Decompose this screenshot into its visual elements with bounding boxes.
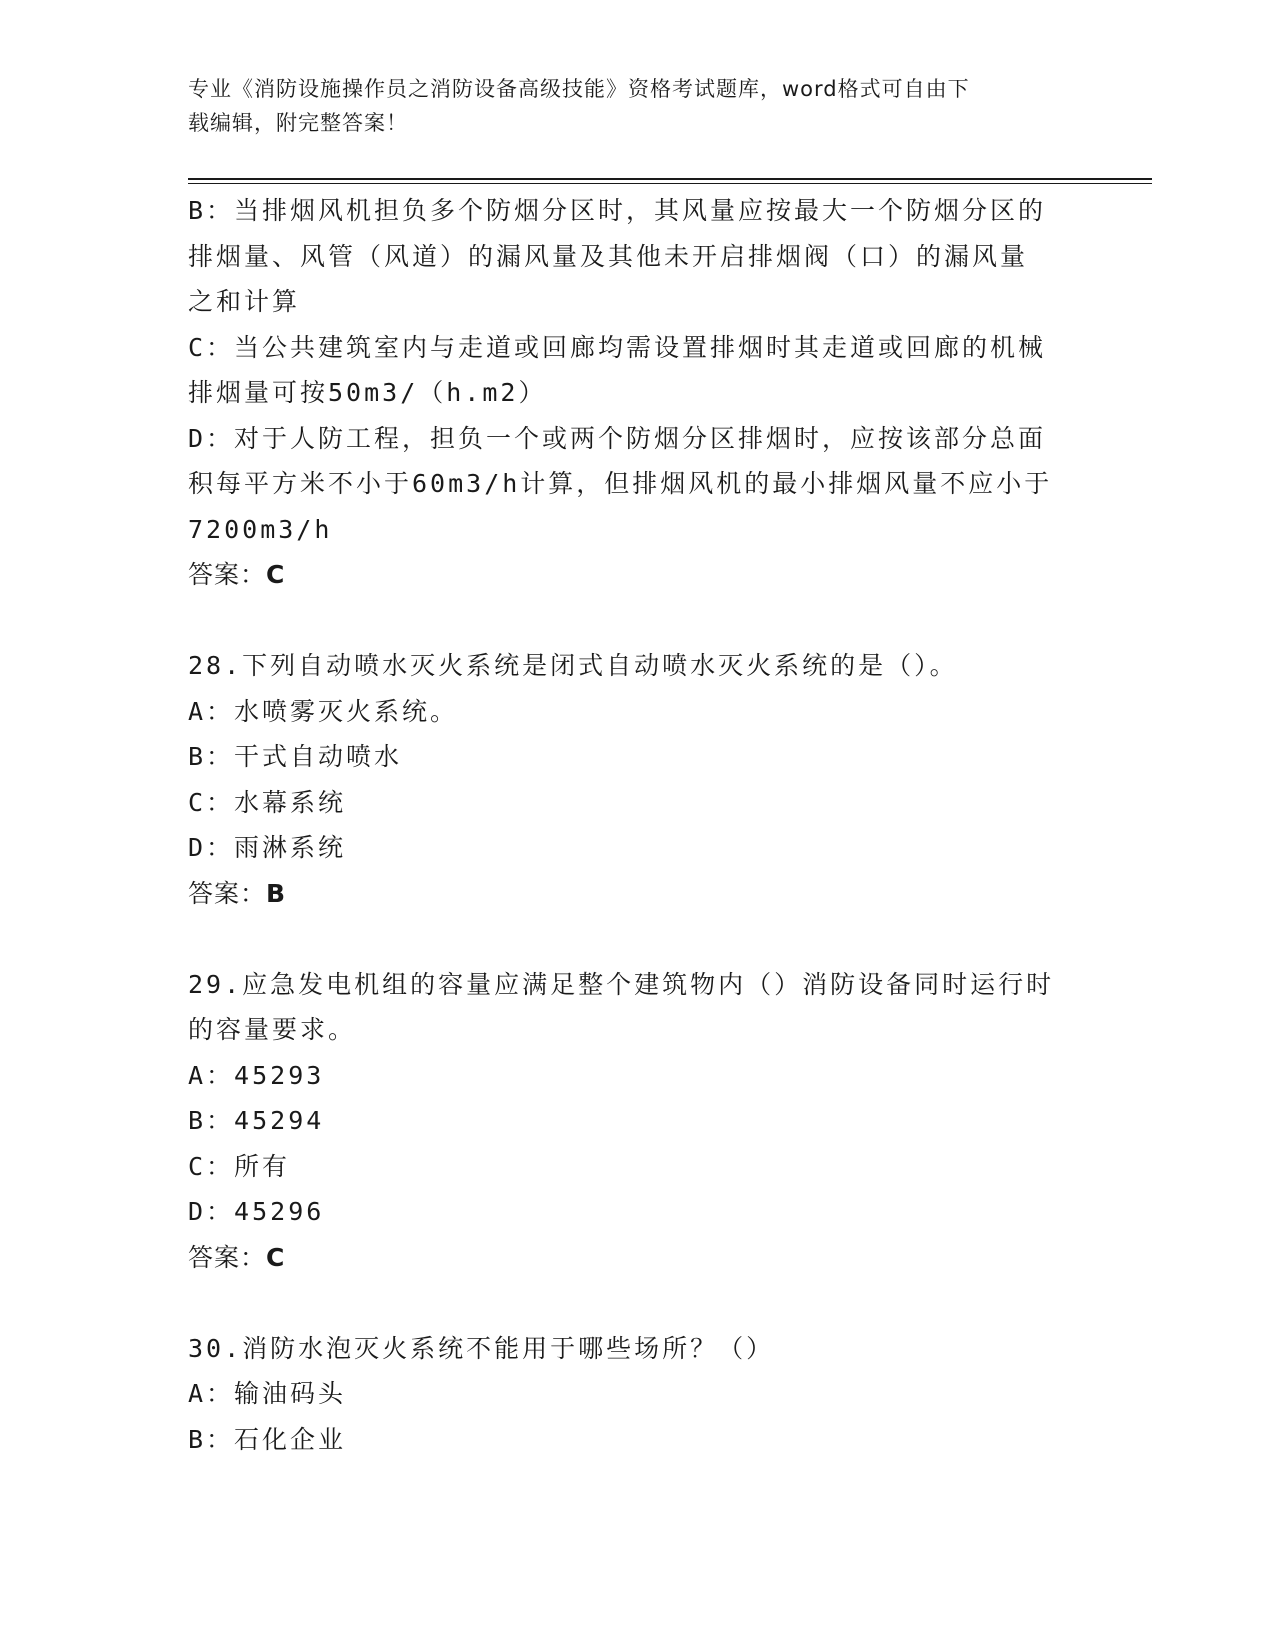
question-28 (188, 643, 1088, 916)
answer-value: B (266, 878, 287, 908)
header-divider-thin (188, 183, 1152, 184)
option-b-line: 排烟量、风管（风道）的漏风量及其他未开启排烟阀（口）的漏风量 (188, 241, 1029, 271)
option-a: A：水喷雾灭火系统。 (188, 696, 459, 726)
option-d-line: 积每平方米不小于60m3/h计算，但排烟风机的最小排烟风量不应小于 (188, 469, 1053, 498)
document-header (188, 72, 1068, 140)
option-d: D：45296 (188, 1197, 325, 1226)
option-a: A：45293 (188, 1060, 325, 1090)
question-stem: 的容量要求。 (188, 1015, 357, 1044)
option-b-line: B：当排烟风机担负多个防烟分区时，其风量应按最大一个防烟分区的 (188, 196, 1047, 225)
option-c-line: 排烟量可按50m3/（h.m2） (188, 378, 547, 407)
option-b-line: 之和计算 (188, 287, 301, 316)
spacer (188, 1280, 1088, 1326)
answer-line (188, 552, 1088, 598)
answer-label: 答案： (188, 1242, 267, 1272)
question-29 (188, 962, 1088, 1281)
answer-value: C (266, 560, 286, 589)
option-b: B：45294 (188, 1106, 325, 1135)
option-b: B：干式自动喷水 (188, 742, 403, 771)
question-stem: 28.下列自动喷水灭火系统是闭式自动喷水灭火系统的是（）。 (188, 651, 958, 680)
spacer (188, 916, 1088, 962)
option-c: C：所有 (188, 1151, 291, 1181)
option-a: A：输油码头 (188, 1379, 347, 1408)
option-c-line: C：当公共建筑室内与走道或回廊均需设置排烟时其走道或回廊的机械 (188, 332, 1047, 362)
answer-line (188, 1235, 1088, 1281)
question-27-tail (188, 188, 1088, 598)
answer-label: 答案： (188, 560, 267, 589)
answer-line (188, 871, 1088, 917)
option-d-line: D：对于人防工程，担负一个或两个防烟分区排烟时，应按该部分总面 (188, 423, 1047, 453)
answer-label: 答案： (188, 878, 267, 908)
question-stem: 29.应急发电机组的容量应满足整个建筑物内（）消防设备同时运行时 (188, 969, 1055, 999)
option-d-line: 7200m3/h (188, 514, 333, 544)
option-c: C：水幕系统 (188, 787, 347, 817)
spacer (188, 598, 1088, 644)
question-30 (188, 1326, 1088, 1463)
question-stem: 30.消防水泡灭火系统不能用于哪些场所？（） (188, 1333, 775, 1363)
question-content (188, 188, 1088, 1462)
option-b: B：石化企业 (188, 1424, 347, 1454)
header-line-1: 专业《消防设施操作员之消防设备高级技能》资格考试题库，word格式可自由下 (188, 77, 970, 101)
header-line-2: 载编辑，附完整答案！ (188, 111, 408, 135)
answer-value: C (266, 1242, 286, 1272)
option-d: D：雨淋系统 (188, 833, 347, 862)
header-divider-thick (188, 178, 1152, 180)
